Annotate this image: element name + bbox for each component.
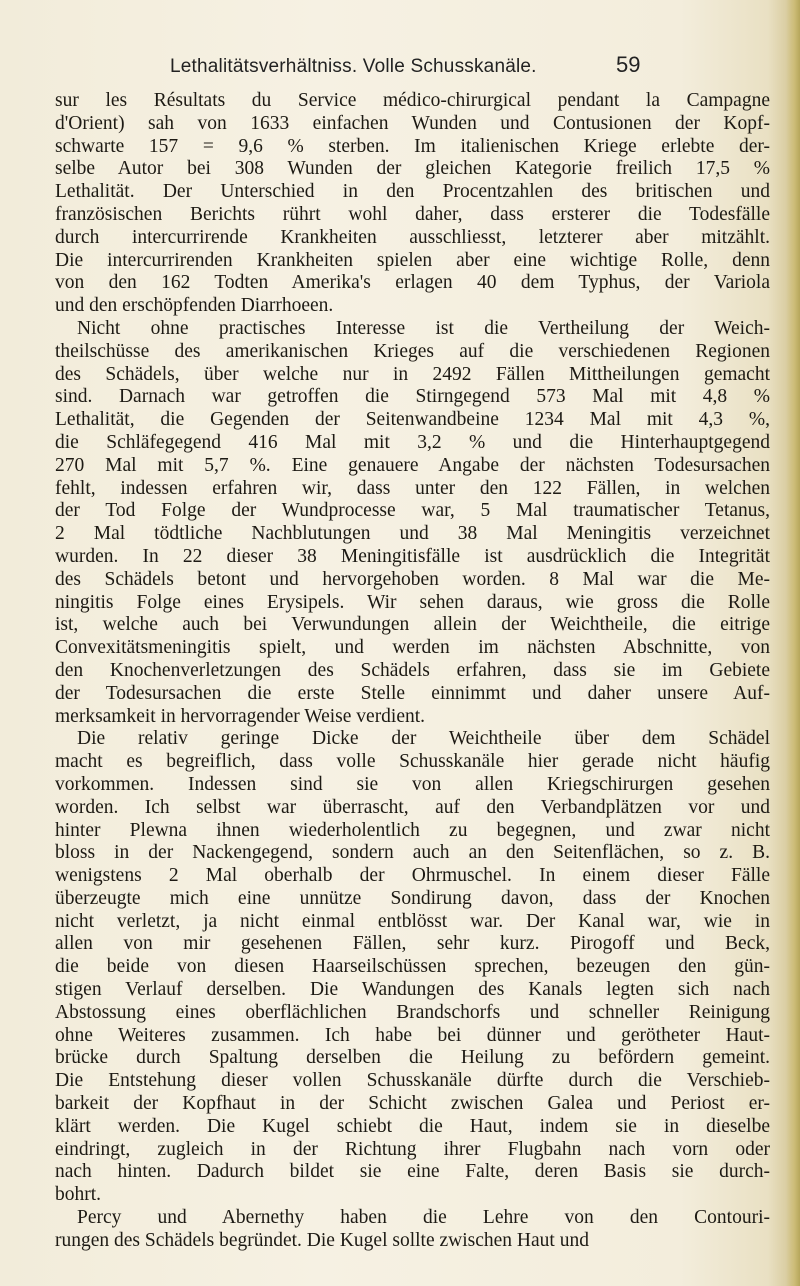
- text-line: selbe Autor bei 308 Wunden der gleichen Kategorie freilich 17,5 %: [55, 158, 770, 180]
- text-line: die beide von diesen Haarseilschüssen sprechen, bezeugen den gün-: [55, 956, 770, 978]
- text-line: Die Entstehung dieser vollen Schusskanäle dürfte durch die Verschieb-: [55, 1070, 770, 1092]
- text-line: nach hinten. Dadurch bildet sie eine Falte, deren Basis sie durch-: [55, 1161, 770, 1183]
- text-line: macht es begreiflich, dass volle Schusskanäle hier gerade nicht häufig: [55, 751, 770, 773]
- page-number: 59: [616, 52, 641, 77]
- text-line: brücke durch Spaltung derselben die Heilung zu befördern gemeint.: [55, 1047, 770, 1069]
- text-line: des Schädels betont und hervorgehoben worden. 8 Mal war die Me-: [55, 568, 770, 590]
- text-line: ningitis Folge eines Erysipels. Wir sehen daraus, wie gross die Rolle: [55, 591, 770, 613]
- text-line: fehlt, indessen erfahren wir, dass unter den 122 Fällen, in welchen: [55, 477, 770, 499]
- text-line: bloss in der Nackengegend, sondern auch an den Seitenflächen, so z. B.: [55, 842, 770, 864]
- text-line: merksamkeit in hervorragender Weise verdient.: [55, 705, 426, 727]
- text-line: wenigstens 2 Mal oberhalb der Ohrmuschel. In einem dieser Fälle: [55, 865, 770, 887]
- text-line: bohrt.: [55, 1184, 102, 1206]
- text-line: sur les Résultats du Service médico-chirurgical pendant la Campagne: [55, 90, 770, 111]
- text-line: allen von mir gesehenen Fällen, sehr kurz. Pirogoff und Beck,: [55, 933, 770, 955]
- text-line: Convexitätsmeningitis spielt, und werden im nächsten Abschnitte, von: [55, 637, 770, 659]
- text-line: vorkommen. Indessen sind sie von allen Kriegschirurgen gesehen: [55, 773, 770, 795]
- text-line: Lethalität. Der Unterschied in den Procentzahlen des britischen und: [55, 181, 770, 203]
- text-line: der Tod Folge der Wundprocesse war, 5 Mal traumatischer Tetanus,: [55, 500, 770, 522]
- text-line: durch intercurrirende Krankheiten ausschliesst, letzterer aber mitzählt.: [55, 226, 770, 248]
- text-line: worden. Ich selbst war überrascht, auf den Verbandplätzen vor und: [55, 796, 770, 818]
- text-line: den Knochenverletzungen des Schädels erfahren, dass sie im Gebiete: [55, 659, 770, 681]
- text-line: ist, welche auch bei Verwundungen allein der Weichtheile, die eitrige: [55, 614, 770, 636]
- text-line: überzeugte mich eine unnütze Sondirung davon, dass der Knochen: [55, 887, 770, 909]
- text-line: eindringt, zugleich in der Richtung ihrer Flugbahn nach vorn oder: [55, 1138, 770, 1160]
- text-line: französischen Berichts rührt wohl daher, dass ersterer die Todesfälle: [55, 203, 770, 225]
- text-line: Abstossung eines oberflächlichen Brandschorfs und schneller Reinigung: [55, 1001, 770, 1023]
- text-line: 2 Mal tödtliche Nachblutungen und 38 Mal Meningitis verzeichnet: [55, 523, 770, 545]
- paragraph-start: Die relativ geringe Dicke der Weichtheile über dem Schädel: [77, 728, 770, 750]
- text-line: theilschüsse des amerikanischen Krieges auf die verschiedenen Regionen: [55, 340, 770, 362]
- text-line: wurden. In 22 dieser 38 Meningitisfälle ist ausdrücklich die Integrität: [55, 545, 770, 567]
- text-line: nicht verletzt, ja nicht einmal entblösst war. Der Kanal war, wie in: [55, 910, 770, 932]
- page-edge: [786, 0, 800, 1286]
- text-line: barkeit der Kopfhaut in der Schicht zwischen Galea und Periost er-: [55, 1093, 770, 1115]
- text-line: hinter Plewna ihnen wiederholentlich zu begegnen, und zwar nicht: [55, 819, 770, 841]
- text-line: Die intercurrirenden Krankheiten spielen aber eine wichtige Rolle, denn: [55, 249, 770, 271]
- text-line: d'Orient) sah von 1633 einfachen Wunden und Contusionen der Kopf-: [55, 112, 770, 134]
- text-line: rungen des Schädels begründet. Die Kugel sollte zwischen Haut und: [55, 1229, 589, 1251]
- text-line: ohne Weiteres zusammen. Ich habe bei dünner und gerötheter Haut-: [55, 1024, 770, 1046]
- text-line: die Schläfegegend 416 Mal mit 3,2 % und die Hinterhauptgegend: [55, 431, 770, 453]
- text-line: sind. Darnach war getroffen die Stirngegend 573 Mal mit 4,8 %: [55, 386, 770, 408]
- text-line: der Todesursachen die erste Stelle einnimmt und daher unsere Auf-: [55, 682, 770, 704]
- text-line: klärt werden. Die Kugel schiebt die Haut, indem sie in dieselbe: [55, 1115, 770, 1137]
- paragraph-start: Percy und Abernethy haben die Lehre von den Contouri-: [77, 1207, 770, 1229]
- text-line: Lethalität, die Gegenden der Seitenwandbeine 1234 Mal mit 4,3 %,: [55, 409, 770, 431]
- text-line: und den erschöpfenden Diarrhoeen.: [55, 295, 334, 317]
- paragraph-start: Nicht ohne practisches Interesse ist die Vertheilung der Weich-: [77, 317, 770, 339]
- text-line: stigen Verlauf derselben. Die Wandungen des Kanals legten sich nach: [55, 979, 770, 1001]
- body-text: [55, 90, 770, 1253]
- text-line: von den 162 Todten Amerika's erlagen 40 dem Typhus, der Variola: [55, 272, 770, 294]
- running-header: Lethalitätsverhältniss. Volle Schusskanäle.: [170, 56, 537, 77]
- text-line: schwarte 157 = 9,6 % sterben. Im italienischen Kriege erlebte der-: [55, 135, 770, 157]
- text-line: des Schädels, über welche nur in 2492 Fällen Mittheilungen gemacht: [55, 363, 770, 385]
- text-line: 270 Mal mit 5,7 %. Eine genauere Angabe der nächsten Todesursachen: [55, 454, 770, 476]
